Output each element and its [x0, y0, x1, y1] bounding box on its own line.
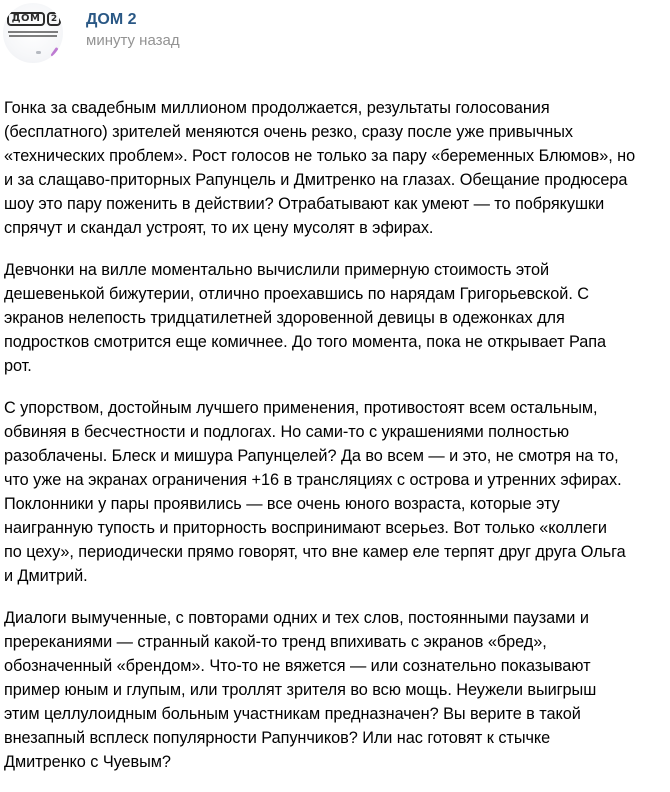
text-line: подростков смотрится еще комичнее. До того момента, пока не открывает Рапа: [4, 333, 607, 351]
text-line: Девчонки на вилле моментально вычислили примерную стоимость этой: [4, 261, 550, 279]
paragraph: [4, 258, 668, 378]
text-line: Диалоги вымученные, с повторами одних и тех слов, постоянными паузами и: [4, 609, 589, 627]
text-line: обвиняя в бесчестности и подлогах. Но сами-то с украшениями полностью: [4, 423, 570, 441]
decoration-icon: [50, 47, 58, 57]
text-line: рот.: [4, 357, 32, 375]
post-header: [0, 0, 670, 70]
post-timestamp[interactable]: минуту назад: [86, 32, 180, 49]
paragraph: [4, 606, 668, 774]
logo-caption-line: [8, 31, 58, 33]
text-line: внезапный всплеск популярности Рапунчиков? Или нас готовят к стычке: [4, 729, 551, 747]
paragraph: [4, 396, 668, 588]
text-line: пример юным и глупым, или троллят зрителя во всю мощь. Неужели выигрыш: [4, 681, 597, 699]
author-name-link[interactable]: ДОМ 2: [86, 11, 137, 28]
text-line: и Дмитрий.: [4, 567, 88, 585]
text-line: разоблачены. Блеск и мишура Рапунцелей? Да во всем — и это, не смотря на то,: [4, 447, 619, 465]
paragraph: [4, 96, 668, 240]
text-line: (бесплатного) зрителей меняются очень резко, сразу после уже привычных: [4, 123, 573, 141]
text-line: что уже на экранах ограничения +16 в трансляциях с острова и утренних эфирах.: [4, 471, 622, 489]
channel-logo-number: 2: [47, 12, 61, 26]
logo-caption-line: [9, 35, 57, 37]
text-line: по цеху», периодически прямо говорят, что вне камер еле терпят друг друга Ольга: [4, 543, 626, 561]
avatar[interactable]: [3, 3, 63, 63]
text-line: Гонка за свадебным миллионом продолжается, результаты голосования: [4, 99, 550, 117]
post-text: [4, 96, 668, 792]
text-line: наигранную тупость и приторность воспринимают всерьез. Вот только «коллеги: [4, 519, 607, 537]
decoration-icon: [36, 51, 41, 54]
text-line: Поклонники у пары проявились — все очень юного возраста, которые эту: [4, 495, 560, 513]
text-line: экранов нелепость тридцатилетней здоровенной девицы в одежонках для: [4, 309, 565, 327]
text-line: С упорством, достойным лучшего применения, противостоят всем остальным,: [4, 399, 598, 417]
text-line: спрячут и скандал устроят, то их цену мусолят в эфирах.: [4, 219, 434, 237]
text-line: этим целлулоидным больным участникам предназначен? Вы верите в такой: [4, 705, 581, 723]
text-line: и за слащаво-приторных Рапунцель и Дмитренко на глазах. Обещание продюсера: [4, 171, 628, 189]
text-line: Дмитренко с Чуевым?: [4, 753, 171, 771]
text-line: шоу это пару поженить в действии? Отрабатывают как умеют — то побрякушки: [4, 195, 605, 213]
channel-logo-icon: ДОМ: [7, 12, 45, 26]
text-line: «технических проблем». Рост голосов не только за пару «беременных Блюмов», но: [4, 147, 636, 165]
text-line: обозначенный «брендом». Что-то не вяжется — или сознательно показывают: [4, 657, 591, 675]
text-line: пререканиями — странный какой-то тренд впихивать с экранов «бред»,: [4, 633, 547, 651]
text-line: дешевенькой бижутерии, отлично проехавшись по нарядам Григорьевской. С: [4, 285, 589, 303]
